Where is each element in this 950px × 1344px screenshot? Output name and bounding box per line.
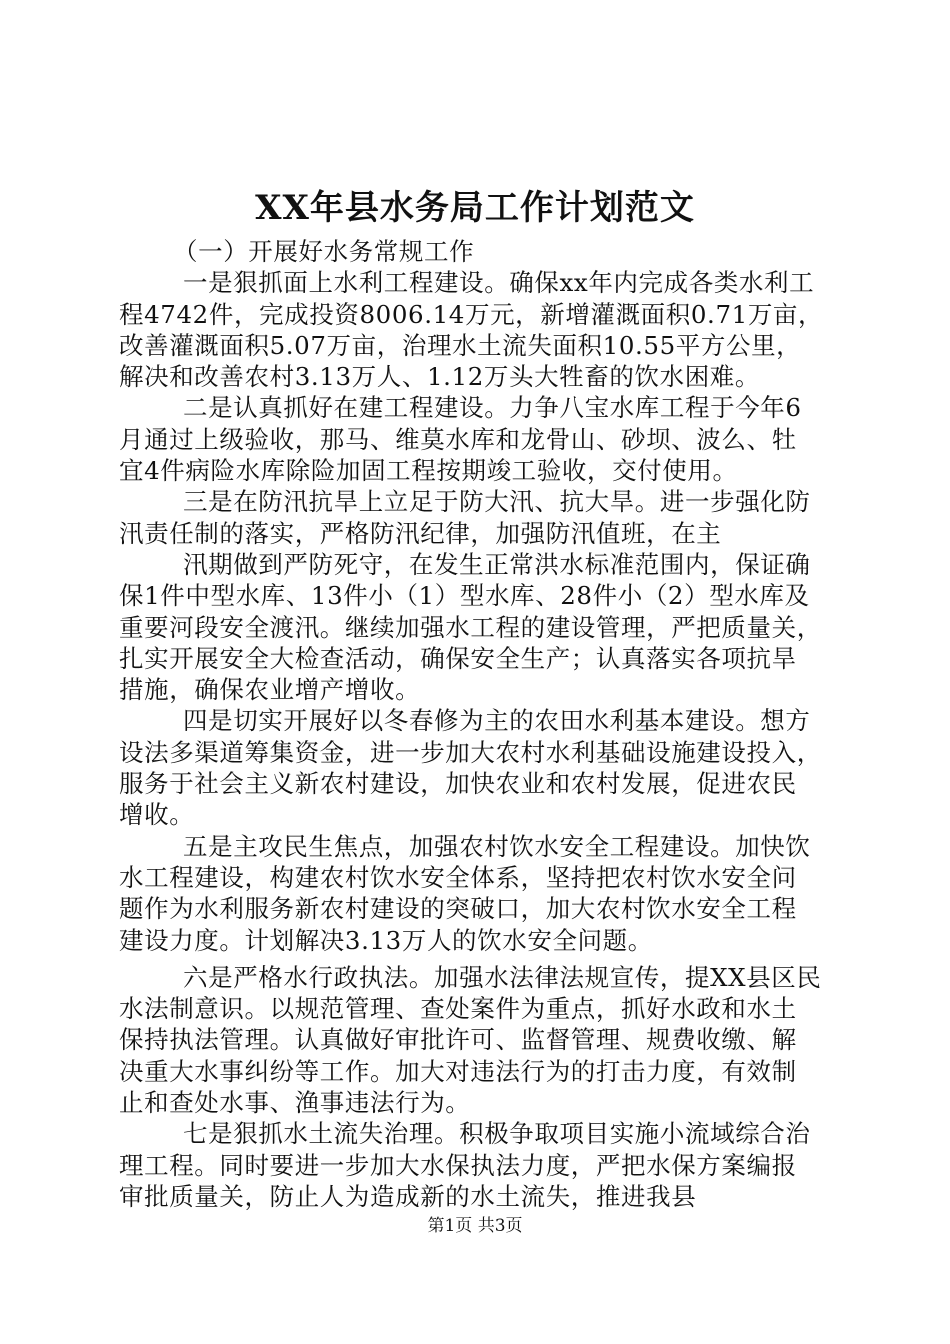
paragraph-line: 保持执法管理。认真做好审批许可、监督管理、规费收缴、解: [119, 1025, 797, 1055]
paragraph-line: 审批质量关，防止人为造成新的水土流失，推进我县: [119, 1181, 697, 1211]
paragraph-line: 七是狠抓水土流失治理。积极争取项目实施小流域综合治: [183, 1119, 811, 1149]
paragraph: [119, 267, 831, 392]
paragraph-line: 建设力度。计划解决3.13万人的饮水安全问题。: [119, 925, 653, 955]
paragraph-line: 宜4件病险水库除险加固工程按期竣工验收，交付使用。: [119, 456, 738, 486]
paragraph-line: 增收。: [119, 800, 195, 830]
paragraph-line: 止和查处水事、渔事违法行为。: [119, 1088, 471, 1118]
paragraph-line: 五是主攻民生焦点，加强农村饮水安全工程建设。加快饮: [183, 831, 811, 861]
paragraph-line: 水工程建设，构建农村饮水安全体系，坚持把农村饮水安全问: [119, 862, 797, 892]
paragraph: [119, 1118, 831, 1212]
paragraph-line: 程4742件，完成投资8006.14万元，新增灌溉面积0.71万亩，: [119, 299, 824, 329]
paragraph-line: 保1件中型水库、13件小（1）型水库、28件小（2）型水库及: [119, 581, 810, 611]
document-title: XX年县水务局工作计划范文: [255, 188, 695, 228]
paragraph: [119, 962, 831, 1118]
page-footer: 第1页 共3页: [427, 1216, 523, 1236]
paragraph: [119, 549, 831, 705]
paragraph: [119, 705, 831, 830]
paragraph-line: 三是在防汛抗旱上立足于防大汛、抗大旱。进一步强化防: [183, 487, 811, 517]
paragraph-line: 六是严格水行政执法。加强水法律法规宣传，提XX县区民: [183, 962, 822, 992]
paragraph-line: 重要河段安全渡汛。继续加强水工程的建设管理，严把质量关，: [119, 612, 822, 642]
paragraph-line: 设法多渠道筹集资金，进一步加大农村水利基础设施建设投入，: [119, 737, 822, 767]
paragraph-line: 理工程。同时要进一步加大水保执法力度，严把水保方案编报: [119, 1150, 797, 1180]
paragraph-line: 扎实开展安全大检查活动，确保安全生产；认真落实各项抗旱: [119, 643, 797, 673]
paragraph-line: 措施，确保农业增产增收。: [119, 675, 421, 705]
paragraph-line: 水法制意识。以规范管理、查处案件为重点，抓好水政和水土: [119, 994, 797, 1024]
paragraph: [119, 831, 831, 956]
document-body: [119, 236, 831, 1212]
paragraph-line: 一是狠抓面上水利工程建设。确保xx年内完成各类水利工: [183, 268, 815, 298]
paragraph: [119, 486, 831, 549]
paragraph: [119, 392, 831, 486]
paragraph-line: 汛期做到严防死守，在发生正常洪水标准范围内，保证确: [183, 549, 811, 579]
paragraph-line: 汛责任制的落实，严格防汛纪律，加强防汛值班，在主: [119, 518, 722, 548]
paragraph-line: 二是认真抓好在建工程建设。力争八宝水库工程于今年6: [183, 393, 802, 423]
paragraph-line: 改善灌溉面积5.07万亩，治理水土流失面积10.55平方公里，: [119, 330, 802, 360]
paragraph-line: 四是切实开展好以冬春修为主的农田水利基本建设。想方: [183, 706, 811, 736]
paragraph-line: 决重大水事纠纷等工作。加大对违法行为的打击力度，有效制: [119, 1056, 797, 1086]
paragraph-line: 月通过上级验收，那马、维莫水库和龙骨山、砂坝、波么、牡: [119, 424, 797, 454]
section-heading: （一）开展好水务常规工作: [173, 237, 475, 266]
paragraph-line: 题作为水利服务新农村建设的突破口，加大农村饮水安全工程: [119, 894, 797, 924]
paragraph-line: 服务于社会主义新农村建设，加快农业和农村发展，促进农民: [119, 769, 797, 799]
paragraph-line: 解决和改善农村3.13万人、1.12万头大牲畜的饮水困难。: [119, 362, 760, 392]
